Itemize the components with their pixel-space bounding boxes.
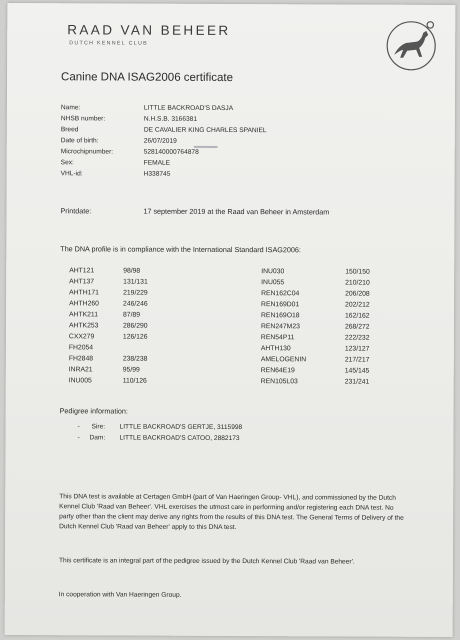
marker-value: 95/99 [122,366,140,374]
printdate-label: Printdate: [60,206,92,216]
bullet: - [77,434,80,442]
marker-value: 219/229 [123,289,148,297]
marker-value: 162/162 [345,312,370,320]
marker-value: 210/210 [345,279,370,287]
marker-name: REN247M23 [260,323,300,331]
dam-label: Dam: [89,434,106,442]
marker-value: 150/150 [345,268,370,276]
vhl-id-value: H338745 [143,170,171,178]
certificate-page [5,3,456,637]
marker-value: 206/208 [345,290,370,298]
breed-label: Breed [60,126,79,134]
microchip-label: Microchipnumber: [60,148,114,156]
marker-value: 246/246 [123,300,148,308]
microchip-value: 528140000764878 [143,148,199,156]
marker-name: INRA21 [68,366,93,374]
marker-name: AHT137 [69,278,95,286]
profile-statement: The DNA profile is in compliance with the International Standard ISAG2006: [60,244,301,255]
marker-name: AHTH260 [69,300,99,308]
sire-label: Sire: [91,423,106,431]
sex-value: FEMALE [143,159,171,167]
marker-value: 268/272 [344,323,370,331]
marker-name: REN162C04 [261,290,300,298]
marker-name: REN64E19 [260,367,295,375]
cooperation-paragraph: In cooperation with Van Haeringen Group. [58,591,182,599]
marker-value: 87/89 [123,311,141,319]
marker-value: 238/238 [122,355,148,363]
printdate-value: 17 september 2019 at the Raad van Beheer in Amsterdam [143,206,330,217]
marker-name: CXX279 [68,333,95,341]
disclaimer-paragraph: This DNA test is available at Certagen GmbH (part of Van Haeringen Group- VHL), and commissioned by the Dutch Kennel Club 'Raad van Beheer'. VHL exercises the utmost care in performing and/or registering each DNA test. No party other than the client may derive any rights from the results of this DNA test. The General Terms of Delivery of the Dutch Kennel Club 'Raad van Beheer' apply to this DNA test. [59,493,404,531]
marker-value: 145/145 [344,367,370,375]
marker-value: 131/131 [123,278,148,286]
marker-name: INU055 [261,279,285,287]
vhl-id-label: VHL-id: [60,170,83,178]
bullet: - [77,423,80,431]
marker-name: AHTK253 [68,322,99,330]
marker-value: 231/241 [344,378,370,386]
dam-value: LITTLE BACKROAD'S CATOO, 2882173 [119,434,240,443]
marker-name: REN169D01 [261,301,300,309]
marker-name: AHTH130 [260,345,291,353]
nhsb-value: N.H.S.B. 3166381 [143,115,198,123]
nhsb-label: NHSB number: [60,115,106,123]
marker-name: FH2054 [68,344,94,352]
marker-name: REN105L03 [260,378,298,386]
name-label: Name: [60,104,81,112]
marker-value: 98/98 [123,267,141,275]
pedigree-title: Pedigree information: [59,406,128,416]
marker-name: INU005 [68,377,92,385]
dob-label: Date of birth: [60,137,99,145]
marker-name: FH2848 [68,355,94,363]
certificate-title: Canine DNA ISAG2006 certificate [61,71,234,85]
sex-label: Sex: [60,159,74,167]
marker-name: INU030 [261,268,285,276]
marker-name: AMELOGENIN [260,356,307,364]
marker-value: 202/212 [345,301,370,309]
org-name: RAAD VAN BEHEER [67,22,231,38]
dob-value: 26/07/2019 [143,137,177,145]
pen-mark [194,146,218,148]
org-subtitle: DUTCH KENNEL CLUB [69,40,148,47]
marker-value: 123/127 [344,345,370,353]
marker-name: REN169O18 [261,312,300,320]
breed-value: DE CAVALIER KING CHARLES SPANIEL [143,126,267,135]
marker-name: REN54P11 [260,334,295,342]
marker-value: 126/126 [122,333,148,341]
marker-value: 110/126 [122,377,147,385]
marker-name: AHTH171 [69,289,99,297]
integral-part-paragraph: This certificate is an integral part of the pedigree issued by the Dutch Kennel Club 'Raad van Beheer'. [58,557,355,566]
name-value: LITTLE BACKROAD'S DASJA [143,104,234,113]
sire-value: LITTLE BACKROAD'S GERTJE, 3115998 [119,423,243,432]
dog-logo-icon [378,11,444,77]
marker-value: 222/232 [344,334,370,342]
marker-value: 286/290 [122,322,148,330]
marker-name: AHTK211 [69,311,99,319]
marker-value: 217/217 [344,356,370,364]
marker-name: AHT121 [69,267,95,275]
